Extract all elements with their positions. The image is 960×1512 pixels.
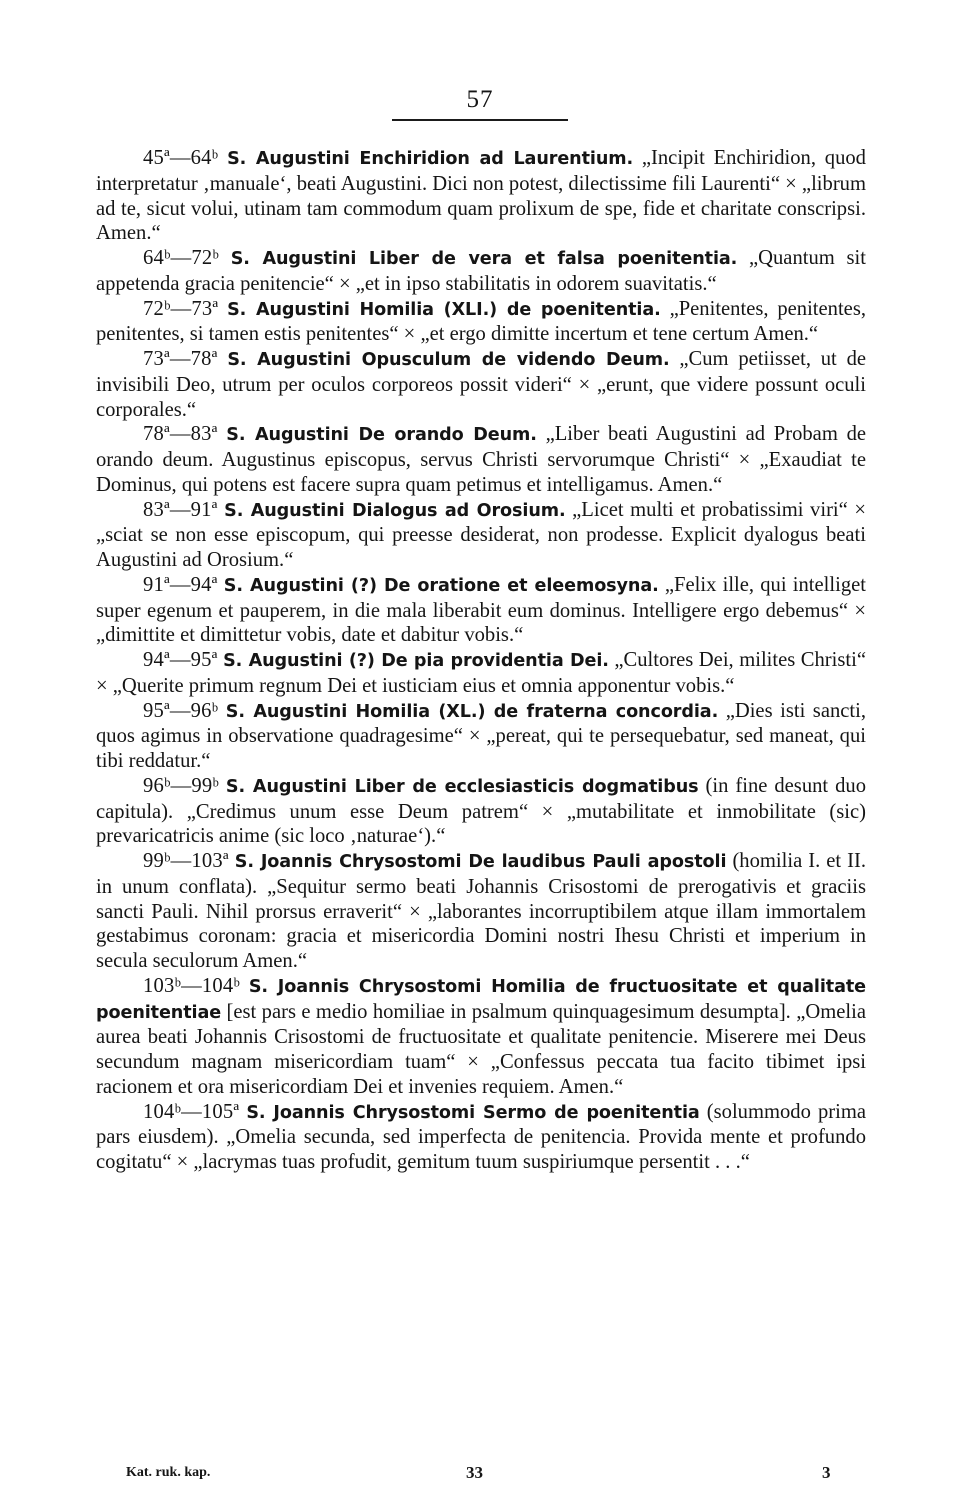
catalog-entry <box>96 1100 866 1175</box>
folio-range: 96ᵇ—99ᵇ <box>143 774 219 797</box>
catalog-entry <box>96 849 866 974</box>
entry-title: S. Joannis Chrysostomi Sermo de poenitentia <box>246 1102 700 1123</box>
folio-range: 64ᵇ—72ᵇ <box>143 247 219 269</box>
folio-range: 73ª—78ª <box>143 348 218 370</box>
page-number: 57 <box>466 86 494 113</box>
entry-title: S. Augustini Opusculum de videndo Deum. <box>227 350 670 370</box>
entry-text: (homilia I. et II. in unum conflata). „Sequitur sermo beati Johannis Crisostomi de prerogativis et graciis sancti Pauli. Nihil prorsus erraverit“ × „laborantes incorruptibilem atque illam immortalem gestabimus coronam: gracia et misericordia Domini nostri Ihesu Christi et imperium in secula seculorum Amen.“ <box>96 850 867 972</box>
entry-title: S. Joannis Chrysostomi De laudibus Pauli apostoli <box>234 852 727 872</box>
entry-text: [est pars e medio homiliae in psalmum quinquagesimum desumpta]. „Omelia aurea beati Johannis Crisostomi de fructuositate et qualitate penitencie. Miserere mei Deus secundum magnam misericordiam tuam“ × „Confessus peccata tua facito tibimet ipsi racionem et ora misericordiam Dei et invenies requiem. Amen.“ <box>96 1000 866 1098</box>
folio-range: 99ᵇ—103ª <box>143 850 229 872</box>
entry-text: „Quantum sit appetenda gracia penitencie“ × „et in ipso stabilitatis in odorem suavitatis.“ <box>96 247 866 295</box>
catalog-entry <box>96 498 866 573</box>
folio-range: 94ª—95ª <box>143 649 218 671</box>
entry-title: S. Augustini Dialogus ad Orosium. <box>224 500 566 521</box>
entry-text: „Licet multi et probatissimi viri“ × „sciat se non esse episcopum, qui preesse desiderat, non prodesse. Explicit dyalogus beati Augustini ad Orosium.“ <box>96 498 866 571</box>
folio-range: 91ª—94ª <box>143 573 218 596</box>
catalog-entry <box>96 422 866 497</box>
folio-range: 103ᵇ—104ᵇ <box>143 974 240 997</box>
footer-sheet-number: 33 <box>466 1463 483 1482</box>
entry-title: S. Augustini Liber de ecclesiasticis dogmatibus <box>225 776 699 797</box>
page-footer <box>0 1463 960 1491</box>
entry-text: „Cum petiisset, ut de invisibili Deo, utrum per oculos corporeos possit videri“ × „erunt, que videre possunt oculi corporales.“ <box>96 348 867 421</box>
entry-text: „Liber beati Augustini ad Probam de orando deum. Augustinus episcopus, servus Christi servorumque Christi“ × „Exaudiat te Dominus, qui potens est facere supra quam petimus et intelligamus. Amen.“ <box>96 423 867 496</box>
entry-title: S. Augustini (?) De pia providentia Dei. <box>223 651 609 671</box>
catalog-entry <box>96 699 866 774</box>
folio-range: 83ª—91ª <box>143 498 218 521</box>
catalog-entry <box>96 648 866 699</box>
entry-title: S. Augustini Liber de vera et falsa poenitentia. <box>230 249 738 269</box>
entry-title: S. Augustini Homilia (XL.) de fraterna concordia. <box>225 701 719 722</box>
folio-range: 95ª—96ᵇ <box>143 699 219 722</box>
entry-title: S. Augustini (?) De oratione et eleemosyna. <box>223 575 659 596</box>
folio-range: 78ª—83ª <box>143 423 218 446</box>
catalog-entry <box>96 146 866 246</box>
entry-text: (in fine desunt duo capitula). „Credimus unum esse Deum patrem“ × „mutabilitate et inmobilitate (sic) prevaricatricis anime (sic loco ‚naturae‘).“ <box>96 774 866 848</box>
entry-text: „Cultores Dei, milites Christi“ × „Querite primum regnum Dei et iusticiam eius et omnia apponentur vobis.“ <box>96 649 866 697</box>
footer-gathering-number: 3 <box>822 1463 831 1482</box>
entry-text: (solummodo prima pars eiusdem). „Omelia secunda, sed imperfecta de penitencia. Provida mente et profundo cogitatu“ × „lacrymas tuas profudit, gemitum tuum suspiriumque persentit . . .“ <box>96 1100 866 1173</box>
catalog-entry <box>96 974 866 1100</box>
catalog-entry <box>96 347 866 422</box>
entry-title: S. Augustini De orando Deum. <box>226 425 537 446</box>
header-rule <box>392 119 568 121</box>
folio-range: 104ᵇ—105ª <box>143 1100 240 1123</box>
entry-text: „Dies isti sancti, quos agimus in observatione quadragesime“ × „pereat, qui te persequebatur, sed maneat, qui tibi reddatur.“ <box>96 699 866 772</box>
folio-range: 72ᵇ—73ª <box>143 297 219 320</box>
entry-text: „Penitentes, penitentes, penitentes, si tamen estis penitentes“ × „et ergo dimitte incertum et tene certum Amen.“ <box>96 297 866 346</box>
entry-title: S. Augustini Homilia (XLI.) de poenitentia. <box>227 299 661 320</box>
entry-title: S. Augustini Enchiridion ad Laurentium. <box>227 149 634 169</box>
entry-text: „Incipit Enchiridion, quod interpretatur ‚manuale‘, beati Augustini. Dici non potest, dilectissime fili Laurenti“ × „librum ad te, sicut volui, utinam tam commodum quam prolixum de spe, fide et charitate conscripsi. Amen.“ <box>96 147 866 245</box>
catalog-entry <box>96 246 866 297</box>
catalog-entry <box>96 774 866 849</box>
catalog-entries <box>96 146 866 1175</box>
catalog-entry <box>96 297 866 348</box>
folio-range: 45ª—64ᵇ <box>143 147 219 169</box>
catalog-entry <box>96 573 866 648</box>
entry-text: „Felix ille, qui intelliget super egenum et pauperem, in die mala liberabit eum dominus. Intelligere ergo debemus“ × „dimittite et dimittetur vobis, date et dabitur vobis.“ <box>96 573 866 647</box>
entry-title: S. Joannis Chrysostomi Homilia de fructuositate et qualitate poenitentiae <box>96 976 866 1023</box>
footer-signature: Kat. ruk. kap. <box>126 1465 211 1480</box>
